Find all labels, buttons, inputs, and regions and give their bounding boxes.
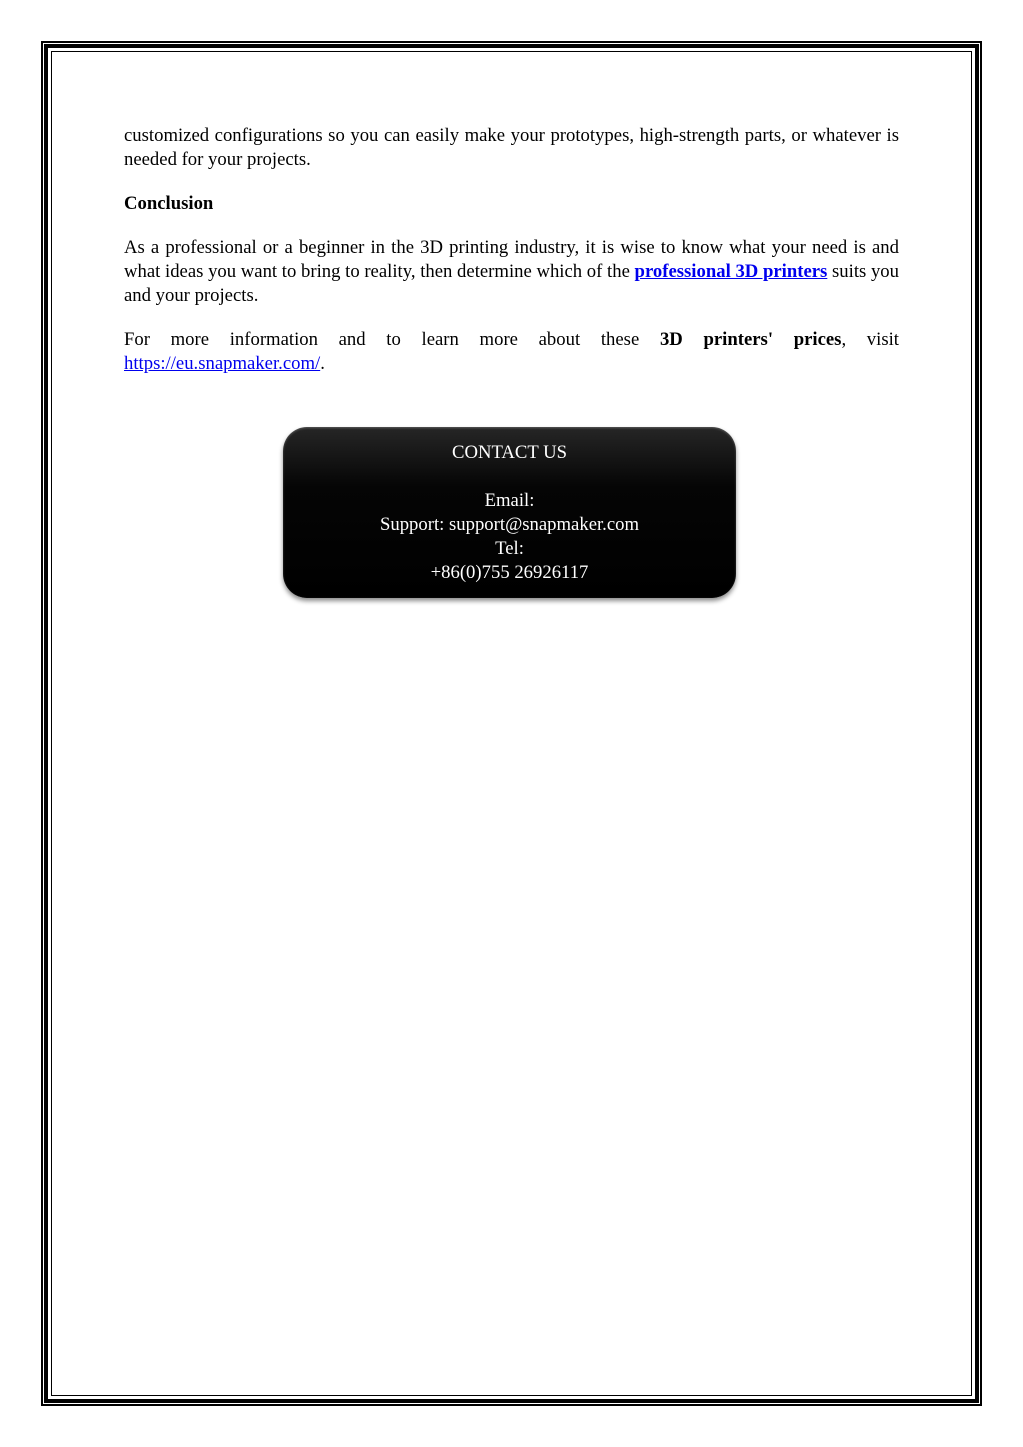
contact-us-box	[283, 427, 736, 598]
intro-paragraph	[124, 124, 899, 172]
contact-tel-number: +86(0)755 26926117	[430, 562, 589, 583]
conclusion-heading-text: Conclusion	[124, 193, 214, 214]
snapmaker-website-link[interactable]: https://eu.snapmaker.com/	[124, 353, 321, 374]
document-body	[124, 124, 899, 396]
contact-tel-label: Tel:	[495, 538, 524, 559]
intro-paragraph-text: customized configurations so you can easily make your prototypes, high-strength parts, or whatever is needed for your projects.	[124, 125, 899, 170]
more-info-paragraph	[124, 328, 899, 376]
conclusion-heading	[124, 192, 899, 216]
conclusion-text-before: As a professional or a beginner in the 3D printing industry, it is wise to know what your need is and what ideas you want to bring to reality, then determine which of the	[124, 237, 899, 282]
more-info-text-after: .	[320, 353, 325, 374]
conclusion-text-after: suits you and your projects.	[124, 261, 899, 306]
contact-support-email: Support: support@snapmaker.com	[379, 514, 640, 535]
conclusion-paragraph	[124, 236, 899, 308]
contact-email-label: Email:	[484, 490, 535, 511]
contact-title: CONTACT US	[452, 442, 567, 463]
more-info-text-before: For more information and to learn more about these	[124, 329, 660, 350]
printer-prices-bold: 3D printers' prices	[659, 329, 842, 350]
contact-spacer	[283, 465, 736, 489]
professional-3d-printers-link[interactable]: professional 3D printers	[634, 261, 828, 282]
more-info-text-middle: , visit	[841, 329, 899, 350]
